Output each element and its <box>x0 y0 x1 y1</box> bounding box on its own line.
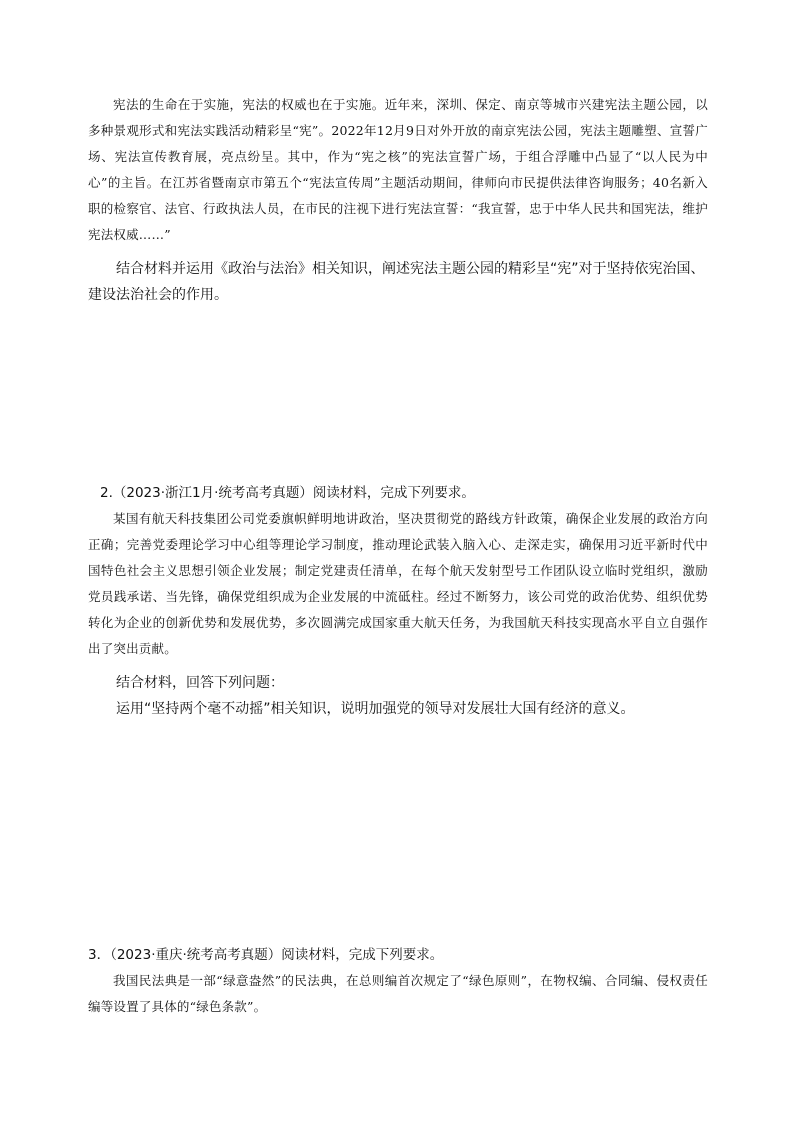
q1-prompt <box>88 256 708 308</box>
q2-heading: 2.（2023·浙江1月·统考高考真题）阅读材料，完成下列要求。 <box>100 485 475 501</box>
q2-material-text: 某国有航天科技集团公司党委旗帜鲜明地讲政治，坚决贯彻党的路线方针政策，确保企业发展的政治方向正确；完善党委理论学习中心组等理论学习制度，推动理论武装入脑入心、走深走实，确保用习近平新时代中国特色社会主义思想引领企业发展；制定党建责任清单，在每个航天发射型号工作团队设立临时党组织，激励党员践承诺、当先锋，确保党组织成为企业发展的中流砥柱。经过不断努力，该公司党的政治优势、组织优势转化为企业的创新优势和发展优势，多次圆满完成国家重大航天任务，为我国航天科技实现高水平自立自强作出了突出贡献。 <box>88 511 708 656</box>
q3-material-text: 我国民法典是一部“绿意盎然”的民法典，在总则编首次规定了“绿色原则”，在物权编、合同编、侵权责任编等设置了具体的“绿色条款”。 <box>88 973 708 1014</box>
q1-material-text: 宪法的生命在于实施，宪法的权威也在于实施。近年来，深圳、保定、南京等城市兴建宪法主题公园，以多种景观形式和宪法实践活动精彩呈“宪”。2022年12月9日对外开放的南京宪法公园，宪法主题雕塑、宣誓广场、宪法宣传教育展，亮点纷呈。其中，作为“宪之核”的宪法宣誓广场，于组合浮雕中凸显了“以人民为中心”的主旨。在江苏省暨南京市第五个“宪法宣传周”主题活动期间，律师向市民提供法律咨询服务；40名新入职的检察官、法官、行政执法人员，在市民的注视下进行宪法宣誓：“我宣誓，忠于中华人民共和国宪法，维护宪法权威……” <box>88 97 708 242</box>
q1-prompt-text: 结合材料并运用《政治与法治》相关知识，阐述宪法主题公园的精彩呈“宪”对于坚持依宪治国、建设法治社会的作用。 <box>88 261 705 303</box>
q2-material <box>88 506 708 662</box>
q1-material <box>88 92 708 248</box>
q2-prompt <box>88 670 708 722</box>
q2-prompt-intro: 结合材料，回答下列问题： <box>116 675 284 691</box>
q3-material <box>88 968 708 1020</box>
q2-prompt-text: 运用“坚持两个毫不动摇”相关知识，说明加强党的领导对发展壮大国有经济的意义。 <box>116 701 635 717</box>
q3-heading: 3．（2023·重庆·统考高考真题）阅读材料，完成下列要求。 <box>88 947 444 963</box>
